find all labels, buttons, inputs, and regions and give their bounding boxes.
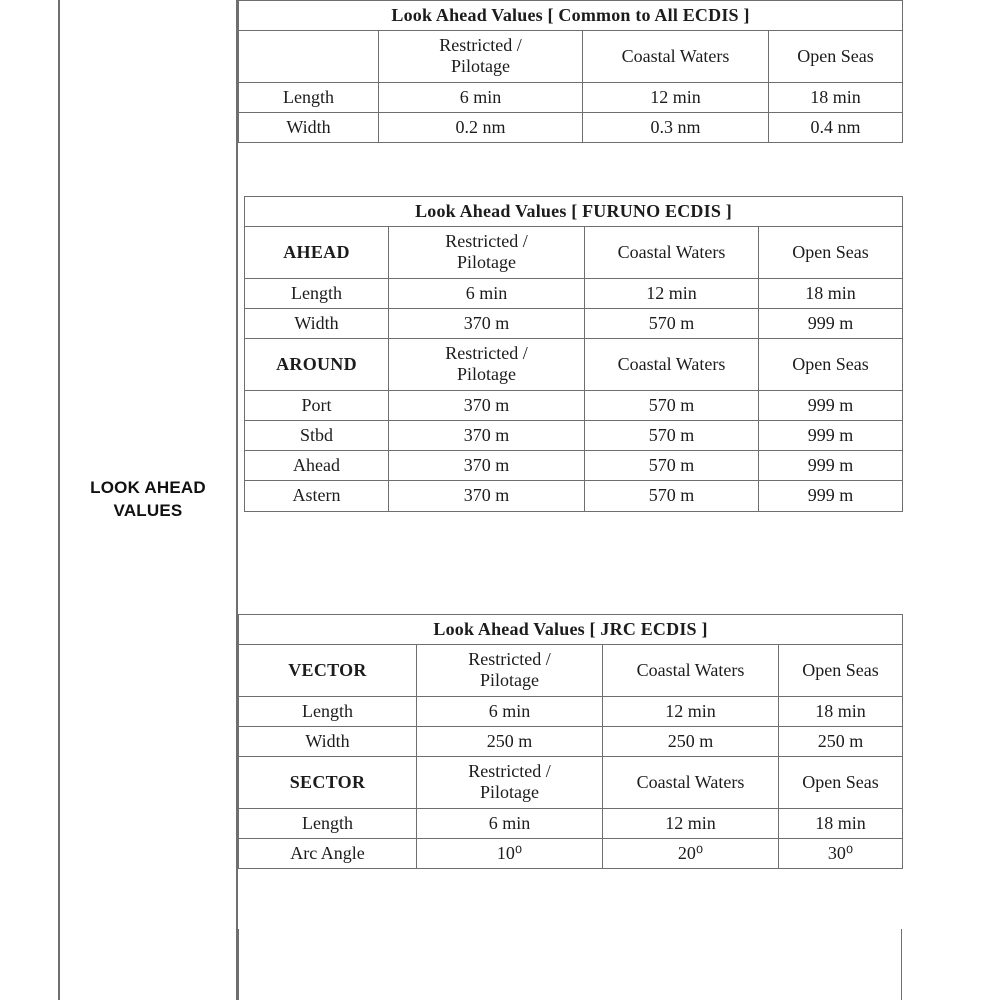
table-title-row [245,197,903,227]
content-column-trailing-space [238,929,902,1000]
table-row [245,278,903,308]
table-header-row [245,339,903,390]
header-cell-coastal-waters: Coastal Waters [585,227,759,278]
table-row [245,390,903,420]
cell-vector-width-coastal: 250 m [603,726,779,756]
cell-arc-angle-restricted: 10⁰ [417,838,603,868]
row-label-look-ahead-values: LOOK AHEAD VALUES [90,478,206,520]
cell-port-coastal: 570 m [585,390,759,420]
cell-ahead-length-open: 18 min [759,278,903,308]
cell-astern-coastal: 570 m [585,481,759,511]
table-common-ecdis [238,0,903,143]
cell-ahead-width-open: 999 m [759,308,903,338]
header-cell-open-seas: Open Seas [759,339,903,390]
content-column [238,0,1000,1000]
header-cell-coastal-waters: Coastal Waters [583,31,769,82]
cell-width-restricted: 0.2 nm [379,112,583,142]
table-row [245,308,903,338]
cell-ahead-restricted: 370 m [389,451,585,481]
header-cell-coastal-waters: Coastal Waters [603,757,779,808]
cell-vector-length-restricted: 6 min [417,696,603,726]
header-cell-restricted-pilotage: Restricted / Pilotage [389,227,585,278]
table-row [245,481,903,511]
cell-ahead-length-restricted: 6 min [389,278,585,308]
row-label-stbd: Stbd [245,420,389,450]
table-jrc-ecdis [238,614,903,869]
table-row [239,112,903,142]
header-cell-vector: VECTOR [239,645,417,696]
cell-vector-length-coastal: 12 min [603,696,779,726]
table-row [239,838,903,868]
table-header-row [239,757,903,808]
table-furuno-ecdis [244,196,903,512]
row-label-ahead: Ahead [245,451,389,481]
table-title: Look Ahead Values [ Common to All ECDIS ] [239,1,903,31]
header-cell-open-seas: Open Seas [779,645,903,696]
cell-length-open: 18 min [769,82,903,112]
table-row [239,696,903,726]
cell-sector-length-coastal: 12 min [603,808,779,838]
table-row [239,726,903,756]
row-label-length: Length [245,278,389,308]
header-cell-open-seas: Open Seas [759,227,903,278]
header-cell-open-seas: Open Seas [779,757,903,808]
header-cell-coastal-waters: Coastal Waters [585,339,759,390]
cell-length-restricted: 6 min [379,82,583,112]
table-row [239,808,903,838]
header-cell-around: AROUND [245,339,389,390]
cell-port-open: 999 m [759,390,903,420]
table-row [245,451,903,481]
header-cell-restricted-pilotage: Restricted / Pilotage [417,757,603,808]
cell-vector-width-open: 250 m [779,726,903,756]
header-cell-restricted-pilotage: Restricted / Pilotage [379,31,583,82]
cell-stbd-coastal: 570 m [585,420,759,450]
header-cell-ahead: AHEAD [245,227,389,278]
cell-arc-angle-coastal: 20⁰ [603,838,779,868]
table-row [239,82,903,112]
cell-port-restricted: 370 m [389,390,585,420]
cell-ahead-coastal: 570 m [585,451,759,481]
table-header-row [245,227,903,278]
row-label-astern: Astern [245,481,389,511]
cell-width-coastal: 0.3 nm [583,112,769,142]
row-label-width: Width [245,308,389,338]
table-title: Look Ahead Values [ FURUNO ECDIS ] [245,197,903,227]
cell-stbd-restricted: 370 m [389,420,585,450]
table-header-row [239,31,903,82]
table-header-row [239,645,903,696]
cell-length-coastal: 12 min [583,82,769,112]
header-cell-restricted-pilotage: Restricted / Pilotage [389,339,585,390]
row-label-arc-angle: Arc Angle [239,838,417,868]
header-cell-sector: SECTOR [239,757,417,808]
row-label-length: Length [239,696,417,726]
row-label-length: Length [239,82,379,112]
row-label-port: Port [245,390,389,420]
cell-stbd-open: 999 m [759,420,903,450]
cell-sector-length-open: 18 min [779,808,903,838]
row-label-width: Width [239,726,417,756]
cell-width-open: 0.4 nm [769,112,903,142]
table-title-row [239,615,903,645]
cell-ahead-length-coastal: 12 min [585,278,759,308]
header-cell-coastal-waters: Coastal Waters [603,645,779,696]
header-cell-blank [239,31,379,82]
row-label-length: Length [239,808,417,838]
header-cell-restricted-pilotage: Restricted / Pilotage [417,645,603,696]
cell-ahead-open: 999 m [759,451,903,481]
cell-vector-width-restricted: 250 m [417,726,603,756]
table-title: Look Ahead Values [ JRC ECDIS ] [239,615,903,645]
header-cell-open-seas: Open Seas [769,31,903,82]
cell-arc-angle-open: 30⁰ [779,838,903,868]
cell-sector-length-restricted: 6 min [417,808,603,838]
cell-astern-restricted: 370 m [389,481,585,511]
row-label-width: Width [239,112,379,142]
table-title-row [239,1,903,31]
table-row [245,420,903,450]
cell-vector-length-open: 18 min [779,696,903,726]
cell-ahead-width-coastal: 570 m [585,308,759,338]
cell-astern-open: 999 m [759,481,903,511]
cell-ahead-width-restricted: 370 m [389,308,585,338]
